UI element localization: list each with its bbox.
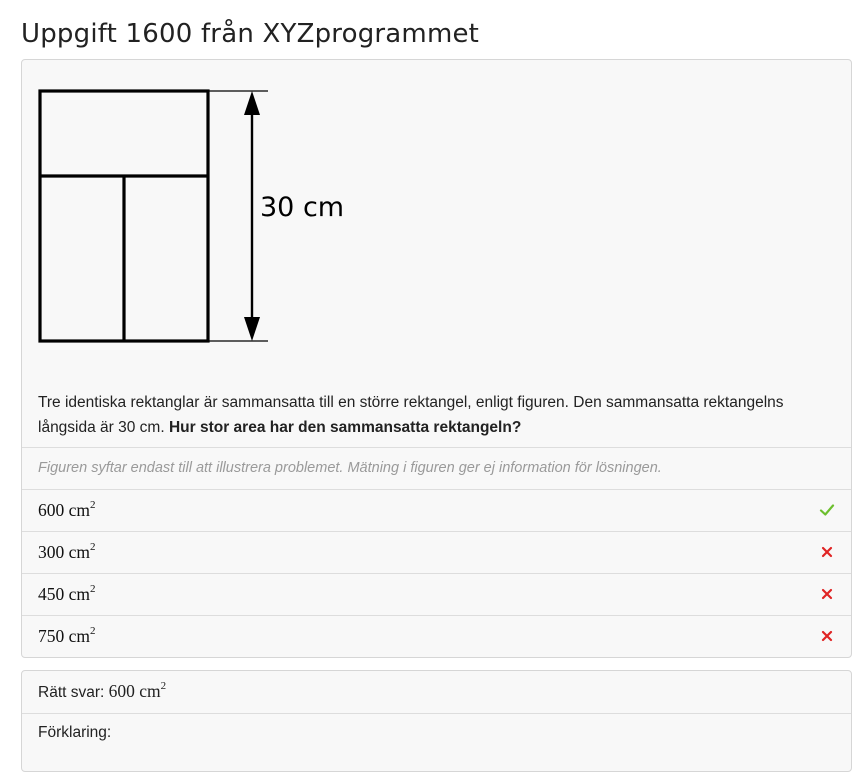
- correct-answer: [38, 681, 166, 702]
- check-icon: [819, 502, 835, 518]
- arrow-down-icon: [244, 317, 260, 341]
- dimension-label: 30 cm: [260, 192, 345, 223]
- option-value: 450 $cm^2$: [38, 583, 96, 604]
- question-card: [21, 59, 852, 658]
- arrow-up-icon: [244, 91, 260, 115]
- option-600[interactable]: [22, 489, 851, 531]
- rectangle-figure: [38, 88, 358, 348]
- option-value: 600 $cm^2$: [38, 499, 96, 520]
- disclaimer-note: Figuren syftar endast till att illustrera problemet. Mätning i figuren ger ej information för lösningen.: [38, 460, 662, 476]
- explanation-label: Förklaring:: [38, 724, 112, 741]
- explanation-section: [22, 713, 851, 772]
- cross-icon: [819, 586, 835, 602]
- option-value: 300 $cm^2$: [38, 541, 96, 562]
- disclaimer-row: [22, 447, 851, 489]
- question-text: [38, 390, 838, 440]
- cross-icon: [819, 544, 835, 560]
- option-750[interactable]: [22, 615, 851, 657]
- correct-answer-value: 600 $cm^2$: [108, 680, 167, 701]
- answer-card: [21, 670, 852, 772]
- option-300[interactable]: [22, 531, 851, 573]
- option-450[interactable]: [22, 573, 851, 615]
- page-title: Uppgift 1600 från XYZprogrammet: [21, 19, 480, 49]
- question-prompt: Hur stor area har den sammansatta rektangeln?: [168, 419, 522, 436]
- correct-answer-label: Rätt svar:: [38, 684, 105, 701]
- option-value: 750 $cm^2$: [38, 625, 96, 646]
- cross-icon: [819, 628, 835, 644]
- question-body: Tre identiska rektanglar är sammansatta till en större rektangel, enligt figuren. Den sammansatta rektangelns långsida är 30 cm.: [38, 394, 784, 436]
